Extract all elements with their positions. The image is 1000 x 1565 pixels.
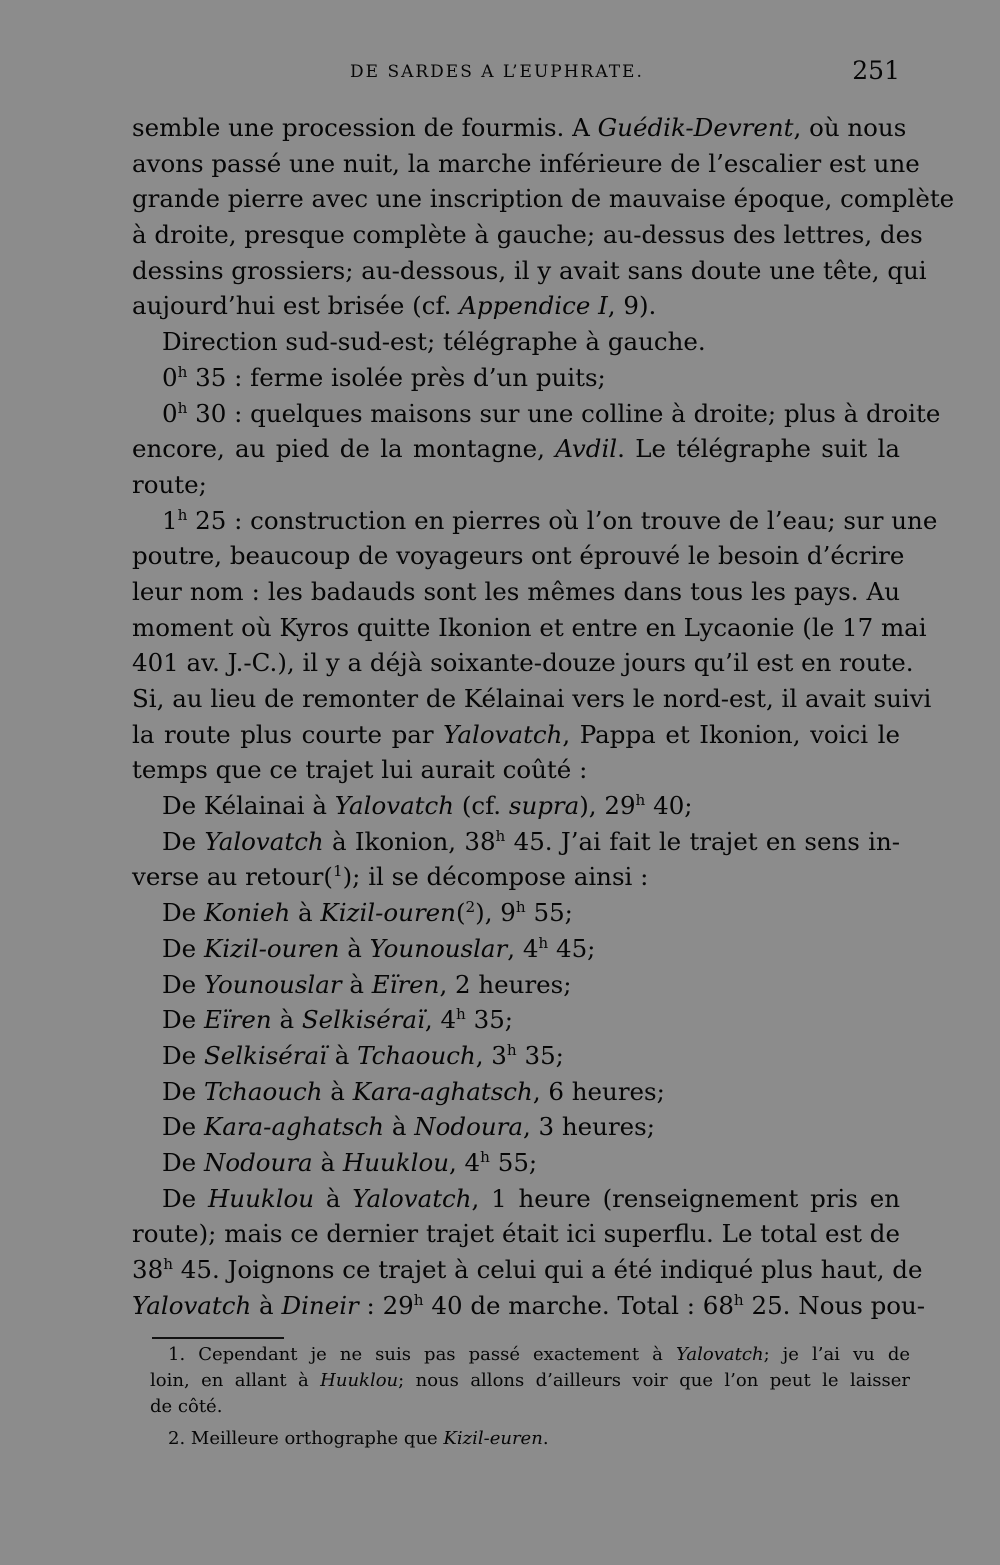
footnote-line: 2. Meilleure orthographe que Kizil-euren. (168, 1428, 549, 1449)
footnote-rule (152, 1337, 284, 1339)
text-line: semble une procession de fourmis. A Guédik-Devrent, où nous (132, 113, 907, 142)
text-line: 401 av. J.-C.), il y a déjà soixante-douze jours qu’il est en route. (132, 648, 914, 678)
text-line: De Kara-aghatsch à Nodoura, 3 heures; (162, 1112, 655, 1142)
text-line: Direction sud-sud-est; télégraphe à gauche. (162, 327, 706, 357)
text-line: temps que ce trajet lui aurait coûté : (132, 755, 588, 785)
footnote-line: de côté. (150, 1396, 223, 1417)
running-title: DE SARDES A L’EUPHRATE. (350, 62, 644, 82)
text-line: Yalovatch à Dineir : 29$^h$ 40 de marche. Total : 68$^h$ 25. Nous pou- (132, 1290, 926, 1320)
footnote-line: loin, en allant à Huuklou; nous allons d’ailleurs voir que l’on peut le laisser (150, 1370, 910, 1391)
text-line: De Eïren à Selkiséraï, 4$^h$ 35; (162, 1005, 514, 1035)
body-text (132, 110, 955, 1323)
text-line: De Nodoura à Huuklou, 4$^h$ 55; (162, 1147, 538, 1177)
text-line: aujourd’hui est brisée (cf. Appendice I, 9). (132, 291, 657, 321)
text-line: la route plus courte par Yalovatch, Pappa et Ikonion, voici le (132, 719, 900, 749)
text-line: 0$^h$ 30 : quelques maisons sur une colline à droite; plus à droite (162, 398, 941, 428)
text-line: Si, au lieu de remonter de Kélainai vers le nord-est, il avait suivi (132, 684, 932, 713)
text-line: grande pierre avec une inscription de mauvaise époque, complète (132, 184, 955, 214)
page-number: 251 (852, 56, 900, 85)
text-line: De Kélainai à Yalovatch (cf. supra), 29$^h$ 40; (162, 790, 693, 821)
text-line: avons passé une nuit, la marche inférieure de l’escalier est une (132, 148, 920, 178)
text-line: 0$^h$ 35 : ferme isolée près d’un puits; (162, 362, 606, 392)
text-line: 38$^h$ 45. Joignons ce trajet à celui qui a été indiqué plus haut, de (132, 1254, 923, 1284)
text-line: leur nom : les badauds sont les mêmes dans tous les pays. Au (132, 576, 900, 606)
running-head (130, 56, 910, 92)
text-line: route); mais ce dernier trajet était ici superflu. Le total est de (132, 1219, 900, 1249)
text-line: De Younouslar à Eïren, 2 heures; (162, 969, 572, 999)
footnotes (150, 1342, 910, 1452)
text-line: De Kizil-ouren à Younouslar, 4$^h$ 45; (162, 933, 596, 963)
text-line: De Yalovatch à Ikonion, 38$^h$ 45. J’ai fait le trajet en sens in- (162, 826, 900, 856)
text-line: poutre, beaucoup de voyageurs ont éprouvé le besoin d’écrire (132, 541, 905, 571)
text-line: à droite, presque complète à gauche; au-dessus des lettres, des (132, 220, 923, 250)
footnote-line: 1. Cependant je ne suis pas passé exactement à Yalovatch; je l’ai vu de (168, 1344, 910, 1365)
text-line: route; (132, 469, 207, 499)
text-line: De Selkiséraï à Tchaouch, 3$^h$ 35; (162, 1040, 564, 1070)
text-line: moment où Kyros quitte Ikonion et entre en Lycaonie (le 17 mai (132, 612, 927, 642)
text-line: 1$^h$ 25 : construction en pierres où l’on trouve de l’eau; sur une (162, 505, 938, 535)
text-line: verse au retour($^1$); il se décompose ainsi : (132, 862, 649, 892)
text-line: encore, au pied de la montagne, Avdil. Le télégraphe suit la (132, 434, 900, 464)
text-line: De Huuklou à Yalovatch, 1 heure (renseignement pris en (162, 1183, 901, 1213)
text-line: dessins grossiers; au-dessous, il y avait sans doute une tête, qui (132, 255, 927, 285)
text-line: De Konieh à Kizil-ouren($^2$), 9$^h$ 55; (162, 897, 573, 928)
text-line: De Tchaouch à Kara-aghatsch, 6 heures; (162, 1076, 665, 1106)
